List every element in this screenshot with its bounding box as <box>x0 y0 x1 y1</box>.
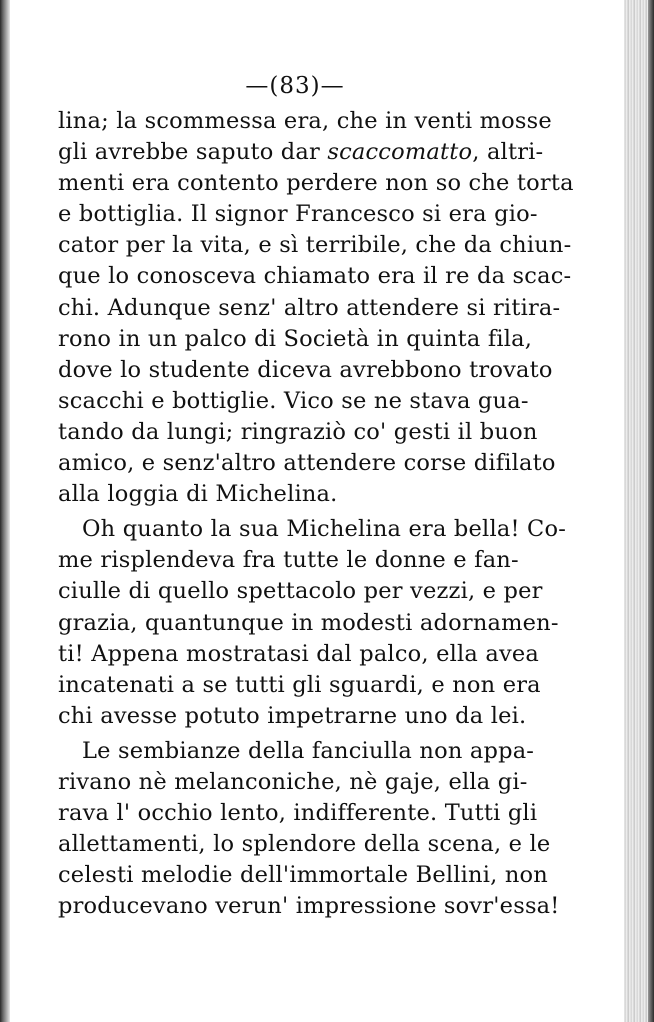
text-line: celesti melodie dell'immortale Bellini, non <box>58 862 548 889</box>
text-line: amico, e senz'altro attendere corse difilato <box>58 450 556 477</box>
page-right-edge <box>624 0 654 1022</box>
text-line: scacchi e bottiglie. Vico se ne stava gua- <box>58 387 529 414</box>
text-line: incatenati a se tutti gli sguardi, e non era <box>58 671 541 698</box>
text-line: alla loggia di Michelina. <box>58 481 338 508</box>
text-line: cator per la vita, e sì terribile, che da chiun- <box>58 232 572 259</box>
text-line: ti! Appena mostratasi dal palco, ella avea <box>58 640 540 667</box>
page-left-edge <box>0 0 10 1022</box>
text-line: grazia, quantunque in modesti adornamen- <box>58 609 559 636</box>
text-line: rono in un palco di Società in quinta fila, <box>58 325 533 352</box>
page-number: —(83)— <box>245 73 345 99</box>
book-page <box>58 70 574 922</box>
text-line: e bottiglia. Il signor Francesco si era gio- <box>58 201 538 228</box>
text-line: dove lo studente diceva avrebbono trovato <box>58 356 553 383</box>
paragraph-2 <box>58 514 567 732</box>
text-line: Le sembianze della fanciulla non appa- <box>82 737 535 764</box>
text-line: Oh quanto la sua Michelina era bella! Co- <box>82 516 567 543</box>
text-line: ciulle di quello spettacolo per vezzi, e per <box>58 578 543 605</box>
paragraph-1 <box>58 106 574 510</box>
text-line: chi. Adunque senz' altro attendere si ritira- <box>58 294 561 321</box>
text-line: allettamenti, lo splendore della scena, e le <box>58 831 551 858</box>
text-line: chi avesse potuto impetrarne uno da lei. <box>58 702 527 729</box>
text-line: gli avrebbe saputo dar scaccomatto, altri- <box>58 139 544 166</box>
text-line: tando da lungi; ringraziò co' gesti il buon <box>58 418 538 445</box>
text-line: rava l' occhio lento, indifferente. Tutti gli <box>58 800 538 827</box>
text-line: que lo conosceva chiamato era il re da scac- <box>58 263 572 290</box>
text-line: producevano verun' impressione sovr'essa! <box>58 893 560 920</box>
text-line: rivano nè melanconiche, nè gaje, ella gi- <box>58 768 528 795</box>
text-line: lina; la scommessa era, che in venti mosse <box>58 108 552 134</box>
italic-word: scaccomatto <box>327 139 473 166</box>
text-line: menti era contento perdere non so che torta <box>58 170 574 197</box>
text-line: me risplendeva fra tutte le donne e fan- <box>58 547 519 574</box>
paragraph-3 <box>58 736 560 923</box>
